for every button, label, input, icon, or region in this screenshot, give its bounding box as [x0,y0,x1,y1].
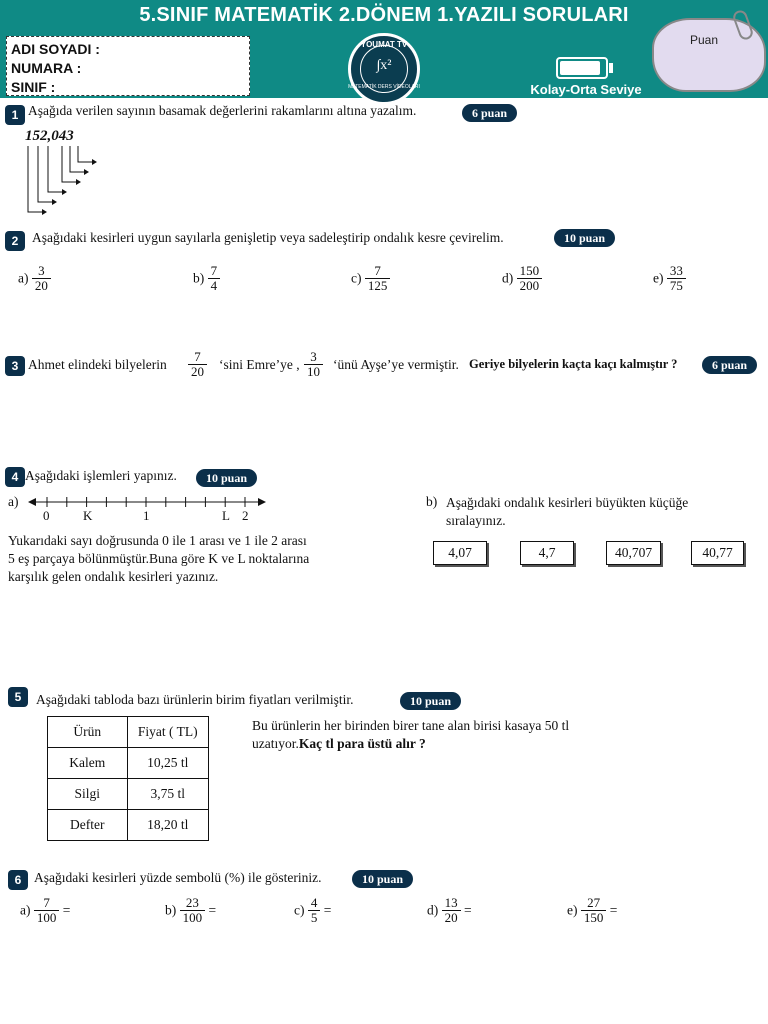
fraction: $\frac{27}{150}$ [581,896,607,925]
table-cell: Kalem [48,748,128,779]
fraction: $\frac{7}{125}$ [365,264,391,293]
question-2-option-d: d) $\frac{150}{200}$ [502,264,542,293]
fraction: $\frac{150}{200}$ [517,264,543,293]
question-4-text: Aşağıdaki işlemleri yapınız. [25,468,177,483]
difficulty-level: Kolay-Orta Seviye [530,82,642,97]
question-1-number: 1 [5,105,25,125]
fraction: $\frac{4}{5}$ [308,896,321,925]
question-4b-text: Aşağıdaki ondalık kesirleri büyükten küçüğe sıralayınız. [446,495,689,528]
question-6-text: Aşağıdaki kesirleri yüzde sembolü (%) ile gösteriniz. [34,870,322,885]
fraction: $\frac{13}{20}$ [442,896,461,925]
question-4b-label: b) [426,494,438,509]
question-3-number: 3 [5,356,25,376]
question-2-option-c: c) $\frac{7}{125}$ [351,264,390,293]
question-1-text: Aşağıda verilen sayının basamak değerlerini rakamlarını altına yazalım. [28,103,417,118]
tick-label-1: 1 [143,508,150,523]
question-3-bold-text: Geriye bilyelerin kaçta kaçı kalmıştır ? [469,357,678,371]
question-4-points: 10 puan [196,469,257,487]
question-6-points: 10 puan [352,870,413,888]
place-value-arrows [22,144,102,216]
table-cell: 18,20 tl [127,810,208,841]
question-3-fraction-2: $\frac{3}{10}$ [304,350,323,379]
table-header-row [48,717,209,748]
table-header: Ürün [48,717,128,748]
question-6-option-a: a) $\frac{7}{100}$ = [20,895,71,925]
class-label: SINIF : [11,79,56,95]
decimal-box[interactable]: 40,707 [606,541,661,565]
decimal-box[interactable]: 4,07 [433,541,487,565]
decimal-box[interactable]: 4,7 [520,541,574,565]
tick-label-0: 0 [43,508,50,523]
question-2-option-b: b) $\frac{7}{4}$ [193,264,220,293]
table-cell: Silgi [48,779,128,810]
tick-label-k: K [83,508,93,523]
question-2-option-a: a) $\frac{3}{20}$ [18,264,51,293]
fraction: $\frac{3}{20}$ [32,264,51,293]
decimal-box[interactable]: 40,77 [691,541,744,565]
table-cell: Defter [48,810,128,841]
score-label: Puan [690,33,719,47]
question-6-option-b: b) $\frac{23}{100}$ = [165,895,217,925]
question-3-text-3: ‘ünü Ayşe’ye vermiştir. [333,357,459,372]
battery-tip [609,63,613,73]
tick-label-2: 2 [242,508,249,523]
question-1-points: 6 puan [462,104,517,122]
table-cell: 10,25 tl [127,748,208,779]
table-cell: 3,75 tl [127,779,208,810]
number-label: NUMARA : [11,60,82,76]
tick-label-l: L [222,508,230,523]
fraction: $\frac{23}{100}$ [180,896,206,925]
place-value-number: 152,043 [25,128,74,144]
question-4-number: 4 [5,467,25,487]
question-5-number: 5 [8,687,28,707]
table-header: Fiyat ( TL) [127,717,208,748]
question-6-option-c: c) $\frac{4}{5}$ = [294,895,332,925]
price-table [47,716,209,841]
table-row [48,779,209,810]
fraction: $\frac{7}{100}$ [34,896,60,925]
student-info-box[interactable] [6,36,250,96]
question-2-points: 10 puan [554,229,615,247]
logo-bottom-text: MATEMATİK DERS VİDEOLARI [348,84,420,90]
fraction: $\frac{33}{75}$ [667,264,686,293]
question-3-text-2: ‘sini Emre’ye , [219,357,300,372]
question-4a-text: Yukarıdaki sayı doğrusunda 0 ile 1 arası ve 1 ile 2 arası 5 eş parçaya bölünmüştür.Buna göre K ve L noktalarına karşılık gelen ondalık kesirleri yazınız. [8,533,310,584]
question-5-points: 10 puan [400,692,461,710]
question-3-points: 6 puan [702,356,757,374]
logo-formula-icon: ∫x² [376,58,392,73]
question-6-option-e: e) $\frac{27}{150}$ = [567,895,618,925]
page-title: 5.SINIF MATEMATİK 2.DÖNEM 1.YAZILI SORULARI [139,4,629,26]
question-5-side-text: Bu ürünlerin her birinden birer tane alan birisi kasaya 50 tl uzatıyor.Kaç tl para üstü alır ? [252,718,570,751]
question-3-text-1: Ahmet elindeki bilyelerin [28,357,167,372]
logo-top-text: YOUMAT TV [360,40,408,49]
question-6-number: 6 [8,870,28,890]
battery-fill [560,61,600,75]
question-2-number: 2 [5,231,25,251]
table-row [48,810,209,841]
question-2-option-e: e) $\frac{33}{75}$ [653,264,686,293]
name-label: ADI SOYADI : [11,41,100,57]
question-5-text: Aşağıdaki tabloda bazı ürünlerin birim fiyatları verilmiştir. [36,692,354,707]
question-2-text: Aşağıdaki kesirleri uygun sayılarla genişletip veya sadeleştirip ondalık kesre çevirelim. [32,230,504,245]
question-4a-label: a) [8,494,19,509]
question-5-bold: Kaç tl para üstü alır ? [298,736,426,751]
fraction: $\frac{7}{4}$ [208,264,221,293]
table-row [48,748,209,779]
question-3-fraction-1: $\frac{7}{20}$ [188,350,207,379]
question-6-option-d: d) $\frac{13}{20}$ = [427,895,472,925]
